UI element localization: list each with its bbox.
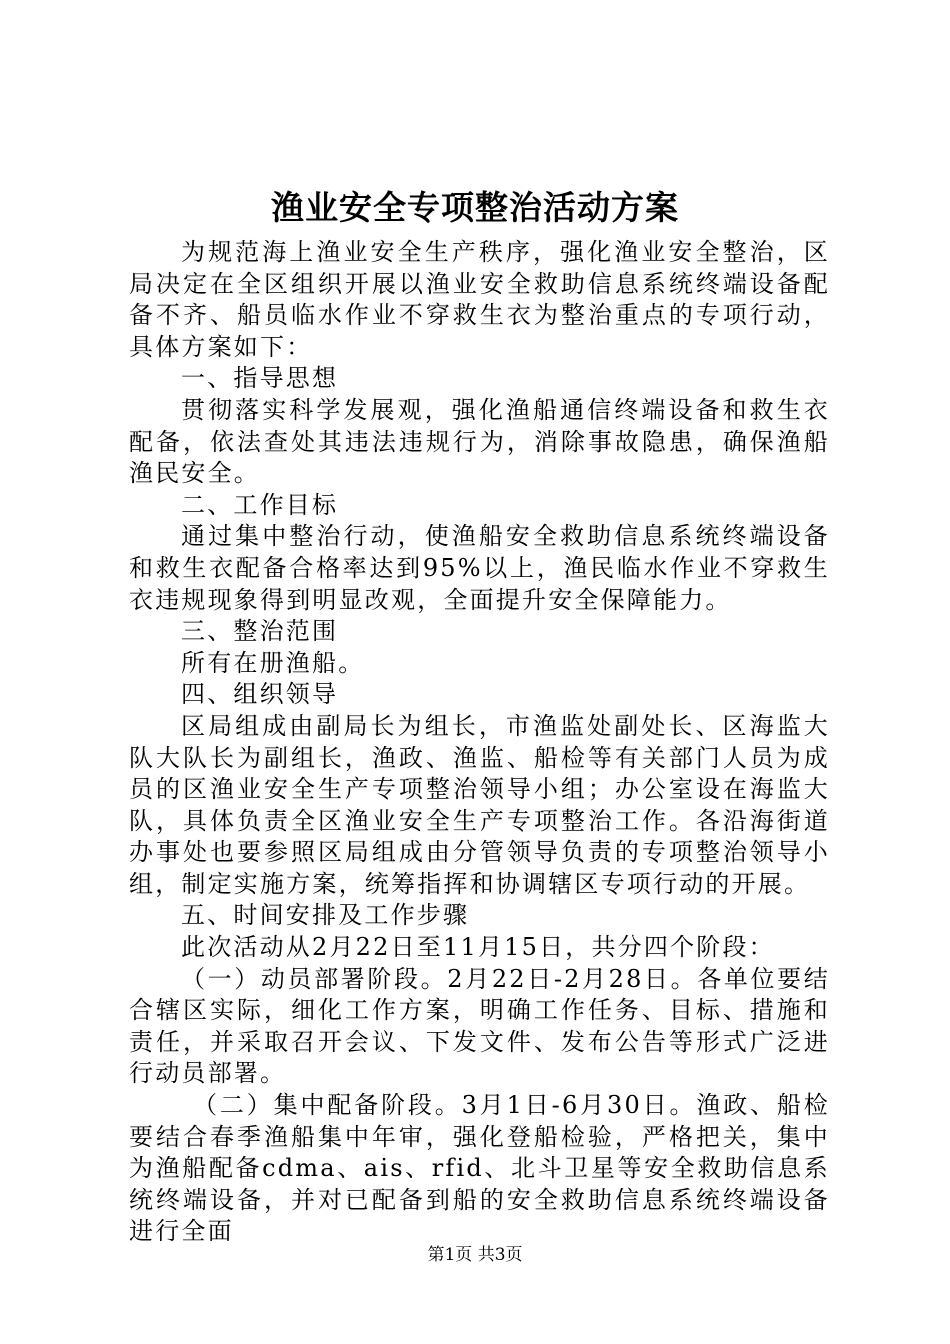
paragraph-work-goals: 通过集中整治行动，使渔船安全救助信息系统终端设备和救生衣配备合格率达到95%以上，渔民临水作业不穿救生衣违规现象得到明显改观，全面提升安全保障能力。: [129, 522, 830, 614]
section-heading-leadership: 四、组织领导: [181, 680, 339, 709]
paragraph-guiding-ideology: 贯彻落实科学发展观，强化渔船通信终端设备和救生衣配备，依法查处其违法违规行为，消除事故隐患，确保渔船渔民安全。: [129, 395, 830, 488]
paragraph-leadership: 区局组成由副局长为组长，市渔监处副处长、区海监大队大队长为副组长，渔政、渔监、船检等有关部门人员为成员的区渔业安全生产专项整治领导小组；办公室设在海监大队，具体负责全区渔业安全生产专项整治工作。各沿海街道办事处也要参照区局组成由分管领导负责的专项整治领导小组，制定实施方案，统筹指挥和协调辖区专项行动的开展。: [129, 711, 830, 898]
section-heading-guiding-ideology: 一、指导思想: [181, 364, 339, 393]
paragraph-scope: 所有在册渔船。: [181, 648, 365, 677]
paragraph-stage-two: （二）集中配备阶段。3月1日-6月30日。渔政、船检要结合春季渔船集中年审，强化登船检验，严格把关，集中为渔船配备cdma、ais、rfid、北斗卫星等安全救助信息系统终端设备，并对已配备到船的安全救助信息系统终端设备进行全面: [129, 1091, 830, 1246]
section-heading-schedule: 五、时间安排及工作步骤: [181, 901, 470, 930]
paragraph-stage-one: （一）动员部署阶段。2月22日-2月28日。各单位要结合辖区实际，细化工作方案，明确工作任务、目标、措施和责任，并采取召开会议、下发文件、发布公告等形式广泛进行动员部署。: [129, 964, 830, 1088]
page-footer: 第1页 共3页: [427, 1245, 523, 1265]
section-heading-work-goals: 二、工作目标: [181, 490, 339, 519]
intro-paragraph: 为规范海上渔业安全生产秩序，强化渔业安全整治，区局决定在全区组织开展以渔业安全救助信息系统终端设备配备不齐、船员临水作业不穿救生衣为整治重点的专项行动，具体方案如下：: [129, 238, 830, 361]
section-heading-scope: 三、整治范围: [181, 617, 339, 646]
document-title: 渔业安全专项整治活动方案: [271, 188, 679, 227]
document-body: [129, 237, 830, 1248]
paragraph-schedule-intro: 此次活动从2月22日至11月15日，共分四个阶段：: [181, 933, 775, 962]
